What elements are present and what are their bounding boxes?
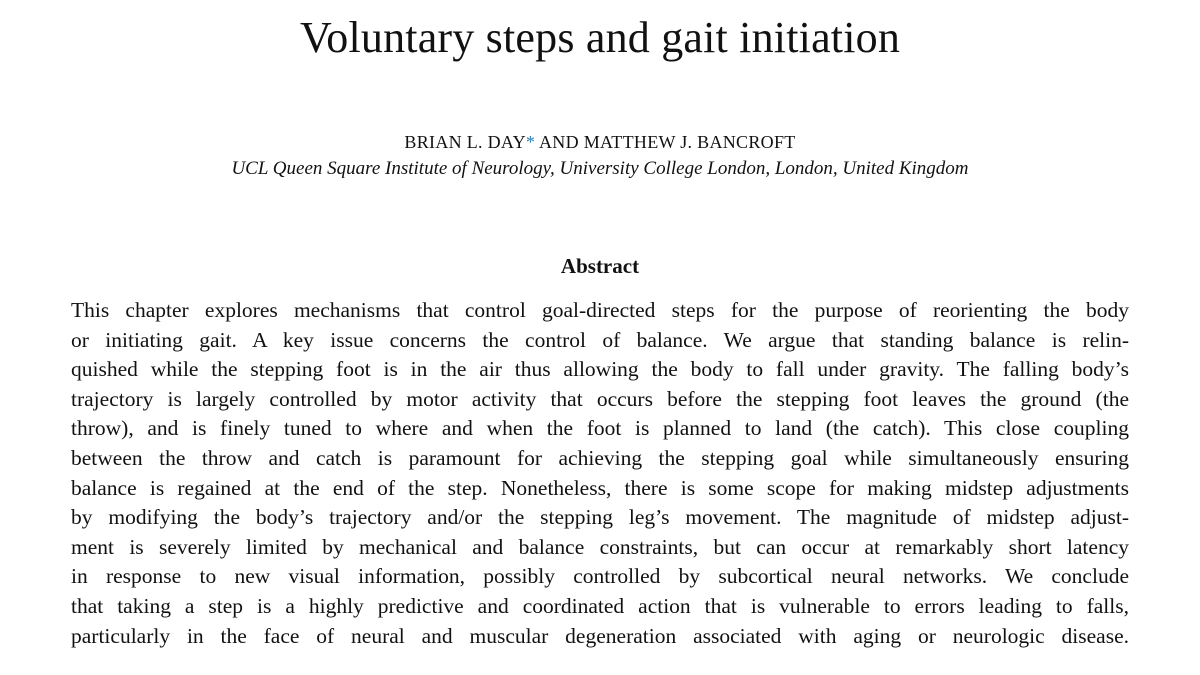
author-list [0, 132, 1200, 153]
abstract-line: by modifying the body’s trajectory and/or the stepping leg’s movement. The magnitude of midstep adjust- [71, 505, 1129, 530]
author-affiliation: UCL Queen Square Institute of Neurology, University College London, London, United Kingdom [231, 158, 969, 179]
abstract-line: This chapter explores mechanisms that control goal-directed steps for the purpose of reorienting the body [71, 298, 1129, 322]
abstract-line: in response to new visual information, possibly controlled by subcortical neural networks. We conclude [71, 564, 1129, 589]
paper-title: Voluntary steps and gait initiation [299, 13, 901, 62]
abstract-line: trajectory is largely controlled by motor activity that occurs before the stepping foot leaves the ground (the [71, 386, 1129, 411]
abstract-line: throw), and is finely tuned to where and when the foot is planned to land (the catch). This close coupling [71, 416, 1129, 441]
abstract-line: that taking a step is a highly predictive and coordinated action that is vulnerable to errors leading to falls, [71, 593, 1129, 618]
abstract-heading: Abstract [560, 254, 640, 278]
abstract-line: or initiating gait. A key issue concerns the control of balance. We argue that standing balance is relin- [71, 327, 1129, 352]
abstract-line: balance is regained at the end of the step. Nonetheless, there is some scope for making midstep adjustments [71, 475, 1129, 500]
author-rest: AND MATTHEW J. BANCROFT [535, 132, 796, 152]
abstract-line: ment is severely limited by mechanical and balance constraints, but can occur at remarkably short latency [71, 534, 1129, 559]
corresponding-author-marker[interactable]: * [525, 132, 536, 152]
abstract-body [71, 296, 1129, 651]
abstract-line: particularly in the face of neural and muscular degeneration associated with aging or neurologic disease. [71, 623, 1129, 648]
abstract-line: quished while the stepping foot is in the air thus allowing the body to fall under gravity. The falling body’s [71, 357, 1129, 382]
abstract-line: between the throw and catch is paramount for achieving the stepping goal while simultaneously ensuring [71, 445, 1129, 470]
author-first: BRIAN L. DAY [404, 132, 526, 152]
